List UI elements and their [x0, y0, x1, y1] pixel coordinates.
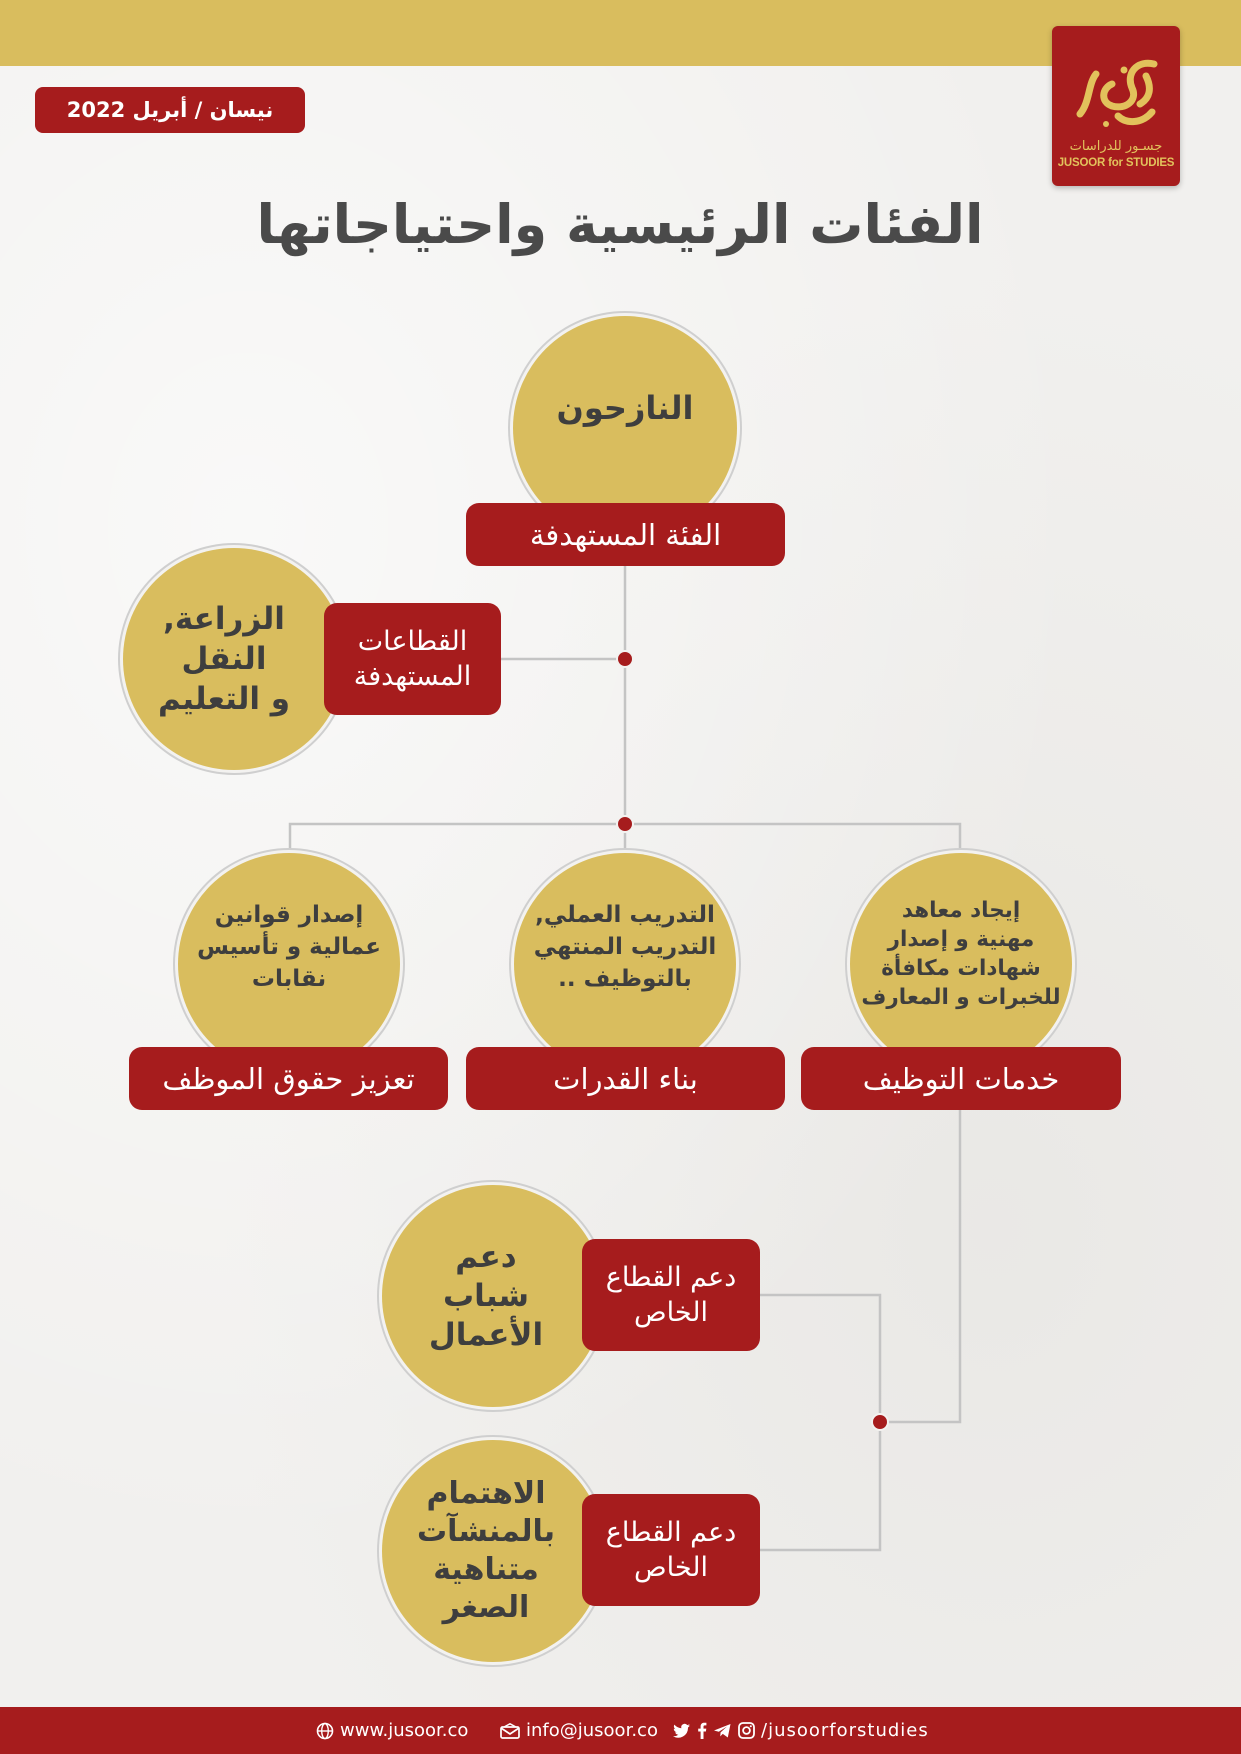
employment-services-label: [801, 1047, 1121, 1110]
sectors-circle-text: الزراعة, النقل و التعليم: [157, 601, 291, 717]
twitter-icon: [672, 1723, 691, 1739]
mail-icon: [500, 1723, 520, 1739]
connector-dot: [871, 1413, 889, 1431]
private-sector-support-label-1-text: دعم القطاع الخاص: [605, 1262, 737, 1328]
footer-website-text: www.jusoor.co: [340, 1720, 469, 1741]
target-group-text: النازحون: [556, 389, 694, 427]
connector-dot: [616, 650, 634, 668]
private-sector-support-label-2-text: دعم القطاع الخاص: [605, 1517, 737, 1583]
capacity-building-label-text: بناء القدرات: [553, 1061, 698, 1096]
footer-bar: [0, 1707, 1241, 1754]
capacity-building-circle-text: التدريب العملي, التدريب المنتهي بالتوظيف ..: [533, 902, 717, 992]
footer-website[interactable]: [316, 1707, 468, 1754]
capacity-building-circle: [514, 853, 736, 1075]
micro-enterprises-circle: [382, 1440, 604, 1662]
sectors-label: [324, 603, 501, 715]
footer-social-text: /jusoorforstudies: [761, 1720, 929, 1741]
private-sector-support-label-2: [582, 1494, 760, 1606]
employee-rights-label: [129, 1047, 448, 1110]
target-group-label-text: الفئة المستهدفة: [529, 517, 722, 552]
footer-social[interactable]: [672, 1707, 929, 1754]
date-badge: نيسان / أبريل 2022: [35, 87, 305, 133]
micro-enterprises-circle-text: الاهتمام بالمنشآت متناهية الصغر: [416, 1476, 556, 1625]
footer-email-text: info@jusoor.co: [526, 1720, 658, 1741]
page-title: الفئات الرئيسية واحتياجاتها: [256, 193, 984, 256]
connector-dot: [616, 815, 634, 833]
instagram-icon: [738, 1722, 755, 1739]
sectors-label-text: القطاعات المستهدفة: [353, 626, 472, 692]
business-youth-circle: [382, 1185, 604, 1407]
telegram-icon: [713, 1723, 732, 1739]
facebook-icon: [697, 1722, 707, 1739]
employee-rights-circle: [178, 853, 400, 1075]
private-sector-support-label-1: [582, 1239, 760, 1351]
globe-icon: [316, 1722, 334, 1740]
target-group-label: [466, 503, 785, 566]
capacity-building-label: [466, 1047, 785, 1110]
business-youth-circle-text: دعم شباب الأعمال: [428, 1238, 544, 1353]
employment-services-circle-text: إيجاد معاهد مهنية و إصدار شهادات مكافأة للخبرات و المعارف: [861, 898, 1061, 1010]
sectors-circle: [123, 548, 345, 770]
employment-services-circle: [850, 853, 1072, 1075]
employment-services-label-text: خدمات التوظيف: [862, 1061, 1060, 1096]
logo-arabic-text: جسـور للدراسات: [1069, 139, 1163, 154]
employee-rights-circle-text: إصدار قوانين عمالية و تأسيس نقابات: [197, 902, 381, 992]
footer-email[interactable]: [500, 1707, 658, 1754]
employee-rights-label-text: تعزيز حقوق الموظف: [162, 1061, 415, 1096]
logo-english-text: JUSOOR for STUDIES: [1057, 157, 1175, 169]
